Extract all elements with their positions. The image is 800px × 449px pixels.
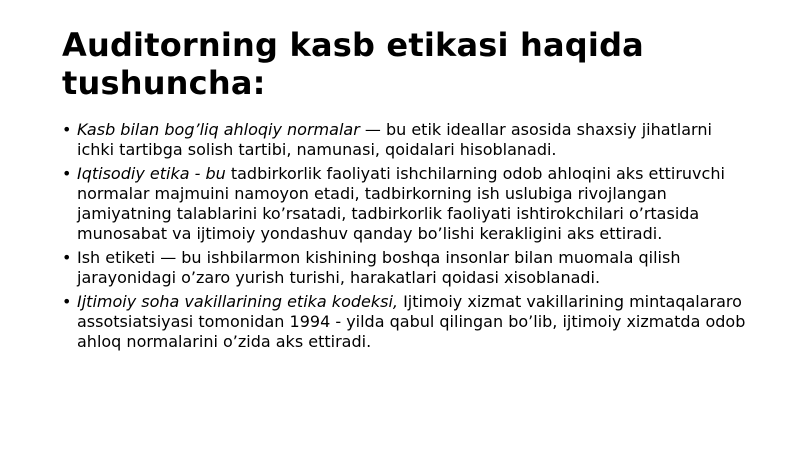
bullet-list <box>62 120 752 356</box>
bullet-item <box>62 248 752 288</box>
bullet-text: — bu etik ideallar asosida shaxsiy jihatlarni ichki tartibga solish tartibi, namunasi, qoidalari hisoblanadi. <box>77 120 712 159</box>
bullet-item <box>62 292 752 352</box>
bullet-marker: • <box>62 120 72 139</box>
slide-title: Auditorning kasb etikasi haqida tushuncha: <box>62 26 644 102</box>
bullet-item <box>62 120 752 160</box>
bullet-lead-term: Ijtimoiy soha vakillarining etika kodeksi, <box>77 292 398 311</box>
bullet-marker: • <box>62 292 72 311</box>
bullet-marker: • <box>62 164 72 183</box>
bullet-text: tadbirkorlik faoliyati ishchilarning odob ahloqini aks ettiruvchi normalar majmuini namoyon etadi, tadbirkorning ish uslubiga rivojlangan jamiyatning talablarini ko’rsatadi, tadbirkorlik faoliyati ishtirokchilari o’rtasida munosabat va ijtimoiy yondashuv qanday bo’lishi kerakligini aks ettiradi. <box>77 164 725 243</box>
bullet-text: Ijtimoiy xizmat vakillarining mintaqalararo assotsiatsiyasi tomonidan 1994 - yilda qabul qilingan bo’lib, ijtimoiy xizmatda odob ahloq normalarini o’zida aks ettiradi. <box>77 292 746 351</box>
bullet-text: Ish etiketi — bu ishbilarmon kishining boshqa insonlar bilan muomala qilish jarayonidagi o’zaro yurish turishi, harakatlari qoidasi xisoblanadi. <box>77 248 681 287</box>
bullet-lead-term: Kasb bilan bog’liq ahloqiy normalar <box>77 120 360 139</box>
bullet-lead-term: Iqtisodiy etika - bu <box>77 164 226 183</box>
bullet-marker: • <box>62 248 72 267</box>
bullet-item <box>62 164 752 244</box>
